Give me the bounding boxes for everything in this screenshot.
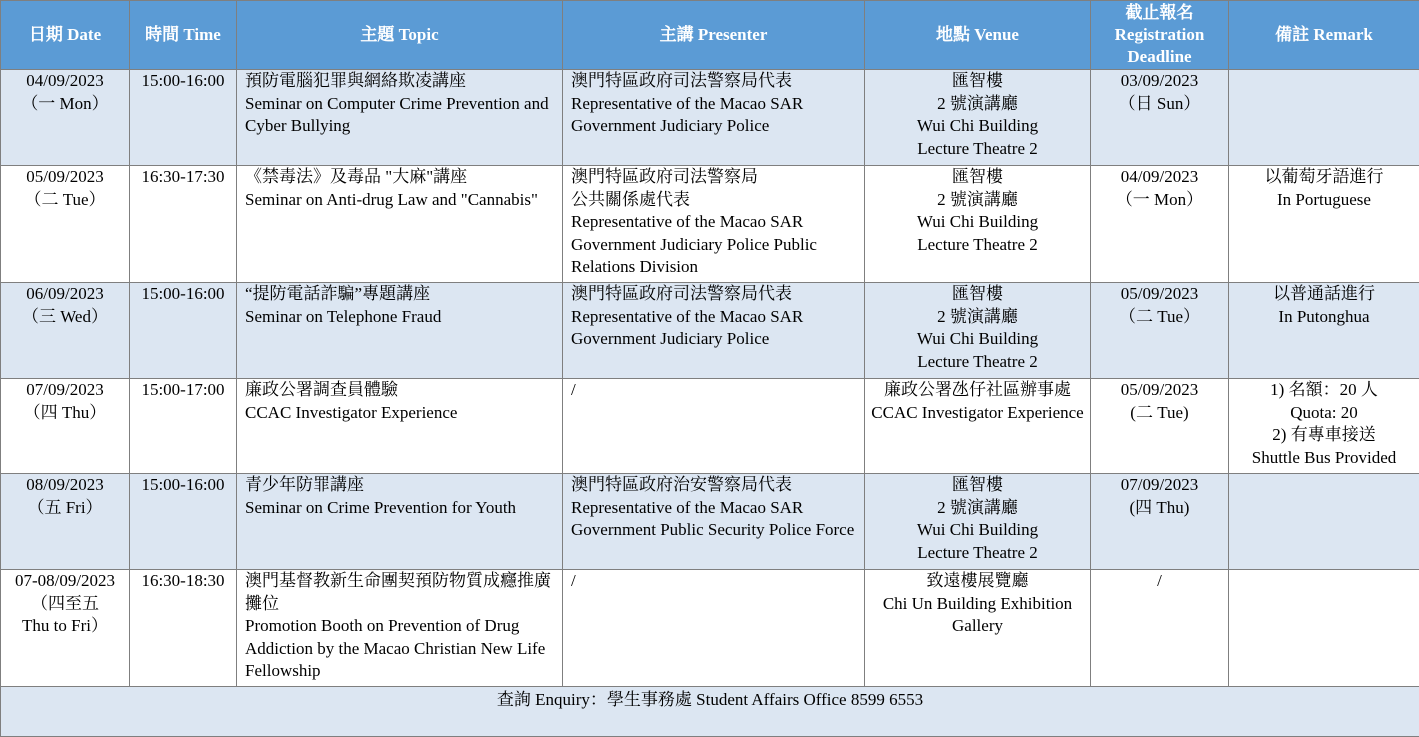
venue-line: 2 號演講廳 — [868, 497, 1087, 520]
topic-line: 青少年防罪講座 — [245, 474, 558, 497]
cell-deadline — [1091, 283, 1229, 379]
cell-venue — [865, 474, 1091, 570]
presenter-line: 公共關係處代表 — [571, 189, 860, 212]
header-topic: 主題 Topic — [237, 1, 563, 70]
date-line: 07/09/2023 — [4, 379, 126, 402]
cell-venue — [865, 166, 1091, 283]
cell-venue — [865, 283, 1091, 379]
date-line: 08/09/2023 — [4, 474, 126, 497]
presenter-line: Representative of the Macao SAR Government Judiciary Police — [571, 93, 860, 138]
venue-line: 2 號演講廳 — [868, 93, 1087, 116]
table-row — [1, 379, 1419, 474]
date-line: （二 Tue） — [4, 189, 126, 212]
deadline-line: 07/09/2023 — [1094, 474, 1225, 497]
cell-remark — [1229, 474, 1419, 570]
header-deadline-en2: Deadline — [1093, 46, 1226, 68]
cell-time: 15:00-16:00 — [130, 474, 237, 570]
venue-line: Lecture Theatre 2 — [868, 351, 1087, 374]
deadline-line: （一 Mon） — [1094, 189, 1225, 212]
cell-deadline — [1091, 166, 1229, 283]
venue-line: 匯智樓 — [868, 474, 1087, 497]
cell-remark — [1229, 570, 1419, 687]
date-line: （四至五 — [4, 593, 126, 616]
cell-presenter — [563, 474, 865, 570]
cell-time: 15:00-17:00 — [130, 379, 237, 474]
cell-remark — [1229, 283, 1419, 379]
deadline-line: / — [1094, 570, 1225, 593]
header-presenter: 主講 Presenter — [563, 1, 865, 70]
remark-line: 以葡萄牙語進行 — [1232, 166, 1416, 189]
cell-topic — [237, 283, 563, 379]
cell-venue — [865, 379, 1091, 474]
deadline-line: (二 Tue) — [1094, 402, 1225, 425]
header-deadline — [1091, 1, 1229, 70]
topic-line: “提防電話詐騙”專題講座 — [245, 283, 558, 306]
enquiry-footer: 查詢 Enquiry：學生事務處 Student Affairs Office 8599 6553 — [1, 687, 1419, 737]
date-line: 06/09/2023 — [4, 283, 126, 306]
venue-line: 2 號演講廳 — [868, 189, 1087, 212]
cell-presenter — [563, 379, 865, 474]
header-venue: 地點 Venue — [865, 1, 1091, 70]
cell-presenter — [563, 70, 865, 166]
cell-deadline — [1091, 70, 1229, 166]
cell-deadline — [1091, 570, 1229, 687]
cell-remark — [1229, 379, 1419, 474]
topic-line: Seminar on Crime Prevention for Youth — [245, 497, 558, 520]
cell-deadline — [1091, 379, 1229, 474]
cell-time: 16:30-17:30 — [130, 166, 237, 283]
venue-line: Lecture Theatre 2 — [868, 542, 1087, 565]
cell-time: 15:00-16:00 — [130, 70, 237, 166]
cell-topic — [237, 166, 563, 283]
topic-line: Seminar on Anti-drug Law and "Cannabis" — [245, 189, 558, 212]
presenter-line: 澳門特區政府司法警察局代表 — [571, 283, 860, 306]
cell-topic — [237, 379, 563, 474]
date-line: （一 Mon） — [4, 93, 126, 116]
presenter-line: 澳門特區政府司法警察局 — [571, 166, 860, 189]
date-line: 04/09/2023 — [4, 70, 126, 93]
header-deadline-en1: Registration — [1093, 24, 1226, 46]
header-deadline-zh: 截止報名 — [1093, 2, 1226, 24]
venue-line: Wui Chi Building — [868, 211, 1087, 234]
remark-line: Shuttle Bus Provided — [1232, 447, 1416, 470]
deadline-line: 05/09/2023 — [1094, 379, 1225, 402]
venue-line: 匯智樓 — [868, 283, 1087, 306]
cell-date — [1, 570, 130, 687]
date-line: 07-08/09/2023 — [4, 570, 126, 593]
presenter-line: / — [571, 570, 860, 593]
cell-venue — [865, 70, 1091, 166]
venue-line: 匯智樓 — [868, 166, 1087, 189]
date-line: （五 Fri） — [4, 497, 126, 520]
header-time: 時間 Time — [130, 1, 237, 70]
topic-line: CCAC Investigator Experience — [245, 402, 558, 425]
topic-line: Seminar on Telephone Fraud — [245, 306, 558, 329]
table-row — [1, 474, 1419, 570]
topic-line: Seminar on Computer Crime Prevention and Cyber Bullying — [245, 93, 558, 138]
remark-line: 2) 有專車接送 — [1232, 424, 1416, 447]
topic-line: 《禁毒法》及毒品 "大麻"講座 — [245, 166, 558, 189]
presenter-line: Representative of the Macao SAR Government Judiciary Police — [571, 306, 860, 351]
presenter-line: Representative of the Macao SAR Government Judiciary Police Public Relations Division — [571, 211, 860, 279]
topic-line: 預防電腦犯罪與網絡欺凌講座 — [245, 70, 558, 93]
remark-line: In Portuguese — [1232, 189, 1416, 212]
table-row — [1, 283, 1419, 379]
presenter-line: / — [571, 379, 860, 402]
header-row — [1, 1, 1419, 70]
cell-date — [1, 166, 130, 283]
table-row — [1, 166, 1419, 283]
cell-topic — [237, 70, 563, 166]
venue-line: 致遠樓展覽廳 — [868, 570, 1087, 593]
table-row — [1, 570, 1419, 687]
cell-presenter — [563, 283, 865, 379]
remark-line: Quota: 20 — [1232, 402, 1416, 425]
cell-presenter — [563, 570, 865, 687]
cell-topic — [237, 474, 563, 570]
date-line: 05/09/2023 — [4, 166, 126, 189]
venue-line: 2 號演講廳 — [868, 306, 1087, 329]
cell-presenter — [563, 166, 865, 283]
venue-line: Lecture Theatre 2 — [868, 234, 1087, 257]
remark-line: 以普通話進行 — [1232, 283, 1416, 306]
presenter-line: 澳門特區政府司法警察局代表 — [571, 70, 860, 93]
cell-time: 16:30-18:30 — [130, 570, 237, 687]
venue-line: CCAC Investigator Experience — [868, 402, 1087, 425]
venue-line: Lecture Theatre 2 — [868, 138, 1087, 161]
venue-line: Chi Un Building Exhibition Gallery — [868, 593, 1087, 638]
venue-line: Wui Chi Building — [868, 115, 1087, 138]
deadline-line: （日 Sun） — [1094, 93, 1225, 116]
presenter-line: Representative of the Macao SAR Government Public Security Police Force — [571, 497, 860, 542]
venue-line: Wui Chi Building — [868, 519, 1087, 542]
cell-remark — [1229, 166, 1419, 283]
topic-line: Promotion Booth on Prevention of Drug Addiction by the Macao Christian New Life Fellowship — [245, 615, 558, 683]
deadline-line: 04/09/2023 — [1094, 166, 1225, 189]
cell-date — [1, 283, 130, 379]
venue-line: 廉政公署氹仔社區辦事處 — [868, 379, 1087, 402]
remark-line: In Putonghua — [1232, 306, 1416, 329]
remark-line: 1) 名額：20 人 — [1232, 379, 1416, 402]
cell-date — [1, 379, 130, 474]
cell-deadline — [1091, 474, 1229, 570]
date-line: （三 Wed） — [4, 306, 126, 329]
date-line: （四 Thu） — [4, 402, 126, 425]
cell-date — [1, 70, 130, 166]
header-date: 日期 Date — [1, 1, 130, 70]
topic-line: 廉政公署調查員體驗 — [245, 379, 558, 402]
cell-date — [1, 474, 130, 570]
header-remark: 備註 Remark — [1229, 1, 1419, 70]
deadline-line: 05/09/2023 — [1094, 283, 1225, 306]
date-line: Thu to Fri） — [4, 615, 126, 638]
venue-line: 匯智樓 — [868, 70, 1087, 93]
cell-venue — [865, 570, 1091, 687]
cell-time: 15:00-16:00 — [130, 283, 237, 379]
table-row — [1, 70, 1419, 166]
deadline-line: 03/09/2023 — [1094, 70, 1225, 93]
venue-line: Wui Chi Building — [868, 328, 1087, 351]
deadline-line: （二 Tue） — [1094, 306, 1225, 329]
cell-remark — [1229, 70, 1419, 166]
deadline-line: (四 Thu) — [1094, 497, 1225, 520]
presenter-line: 澳門特區政府治安警察局代表 — [571, 474, 860, 497]
topic-line: 澳門基督教新生命團契預防物質成癮推廣攤位 — [245, 570, 558, 615]
cell-topic — [237, 570, 563, 687]
